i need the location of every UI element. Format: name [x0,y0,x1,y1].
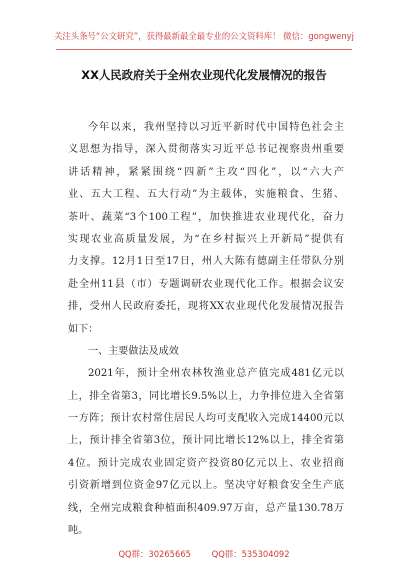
body-line: 4位。预计完成农业固定资产投资80亿元以上、农业招商 [68,457,344,469]
body-line: 茶叶、蔬菜“3个100工程”，加快推进农业现代化，奋力 [68,211,344,223]
document-title: XX人民政府关于全州农业现代化发展情况的报告 [81,68,327,82]
body-line: 线，全州完成粮食种植面积409.97万亩，总产量130.78万 [68,502,344,514]
body-line: 实现农业高质量发展，为“在乡村振兴上开新局”提供有 [68,233,344,245]
page-footer [0,548,408,560]
body-line: 义思想为指导，深入贯彻落实习近平总书记视察贵州重要 [68,144,344,156]
body-line: 今年以来，我州坚持以习近平新时代中国特色社会主 [88,122,344,133]
body-line: 一方阵；预计农村常住居民人均可支配收入完成14400元以 [68,413,344,425]
footer-qq-group-2: QQ群：535304092 [211,549,290,559]
footer-qq-group-1: QQ群：30265665 [118,549,191,559]
body-line: 赴全州11县（市）专题调研农业现代化工作。根据会议安 [68,278,344,290]
body-line: 上，预计排全省第3位，预计同比增长12%以上，排全省第 [68,435,344,447]
document-body [68,117,344,542]
body-line: 引资新增到位资金97亿元以上。坚决守好粮食安全生产底 [68,480,344,492]
body-line: 讲话精神，紧紧围绕“四新”主攻“四化”，以“六大产 [68,166,344,178]
body-line: 力支撑。12月1日至17日，州人大陈有德副主任带队分别 [68,256,344,268]
body-line: 排，受州人民政府委托，现将XX农业现代化发展情况报告 [68,301,344,313]
page-header [0,0,408,42]
section-heading: 一、主要做法及成效 [88,345,179,357]
body-line: 2021年，预计全州农林牧渔业总产值完成481亿元以 [88,368,344,380]
body-line: 吨。 [68,525,89,537]
body-line: 如下： [68,323,99,335]
header-notice: 关注头条号“公文研究”，获得最新最全最专业的公文资料库！ 微信：gongwenyj [54,31,354,41]
header-divider [56,49,352,50]
body-line: 上，排全省第3，同比增长9.5%以上，力争排位进入全省第 [68,390,344,402]
body-line: 业、五大工程、五大行动”为主载体，实施粮食、生猪、 [68,189,344,201]
